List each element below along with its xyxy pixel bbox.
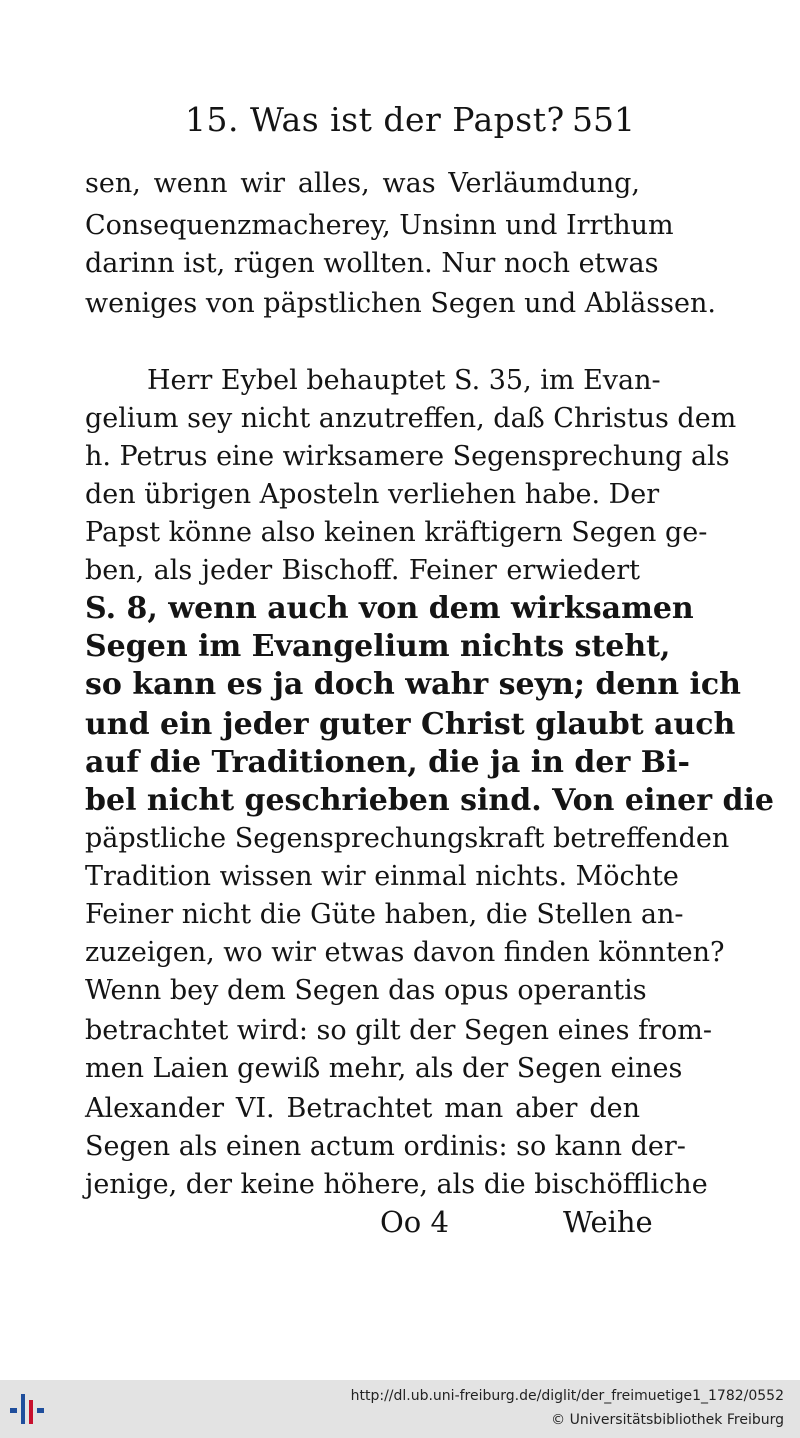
text-line: bel nicht geschrieben sind. Von einer die [85,783,774,818]
page-number: 551 [572,100,635,139]
running-title: 15. Was ist der Papst? [185,100,565,139]
text-line: so kann es ja doch wahr seyn; denn ich [85,667,741,702]
text-line: zuzeigen, wo wir etwas davon finden könnten? [85,937,725,968]
text-line: Feiner nicht die Güte haben, die Stellen an- [85,899,684,930]
text-line: ben, als jeder Bischoff. Feiner erwiedert [85,555,640,586]
text-line: Segen als einen actum ordinis: so kann der- [85,1131,686,1162]
text-line: weniges von päpstlichen Segen und Ablässen. [85,288,716,319]
text-line: Consequenzmacherey, Unsinn und Irrthum [85,210,674,241]
text-line: Wenn bey dem Segen das opus operantis [85,975,647,1006]
text-line: und ein jeder guter Christ glaubt auch [85,707,736,742]
text-line: gelium sey nicht anzutreffen, daß Christus dem [85,403,737,434]
document-url-link[interactable]: http://dl.ub.uni-freiburg.de/diglit/der_freimuetige1_1782/0552 [350,1388,784,1404]
text-line: betrachtet wird: so gilt der Segen eines from- [85,1015,712,1046]
copyright-text: © Universitätsbibliothek Freiburg [551,1412,784,1428]
text-line: men Laien gewiß mehr, als der Segen eines [85,1053,683,1084]
text-line: Segen im Evangelium nichts steht, [85,629,671,664]
text-line: S. 8, wenn auch von dem wirksamen [85,591,694,626]
running-header [185,100,645,150]
text-line: päpstliche Segensprechungskraft betreffenden [85,823,730,854]
text-line: darinn ist, rügen wollten. Nur noch etwas [85,248,659,279]
text-line: auf die Traditionen, die ja in der Bi- [85,745,690,780]
text-line: Herr Eybel behauptet S. 35, im Evan- [147,365,661,396]
text-line: h. Petrus eine wirksamere Segensprechung als [85,441,730,472]
signature-mark: Oo 4 [380,1205,449,1239]
text-line: Papst könne also keinen kräftigern Segen ge- [85,517,708,548]
ub-freiburg-logo-icon [10,1390,46,1428]
text-line: Tradition wissen wir einmal nichts. Möchte [85,861,679,892]
text-line: jenige, der keine höhere, als die bischöffliche [85,1169,708,1200]
text-line: sen, wenn wir alles, was Verläumdung, [85,168,640,199]
catchword: Weihe [563,1205,653,1239]
viewer-footer [0,1380,800,1438]
text-line: Alexander VI. Betrachtet man aber den [85,1093,640,1124]
text-line: den übrigen Aposteln verliehen habe. Der [85,479,660,510]
